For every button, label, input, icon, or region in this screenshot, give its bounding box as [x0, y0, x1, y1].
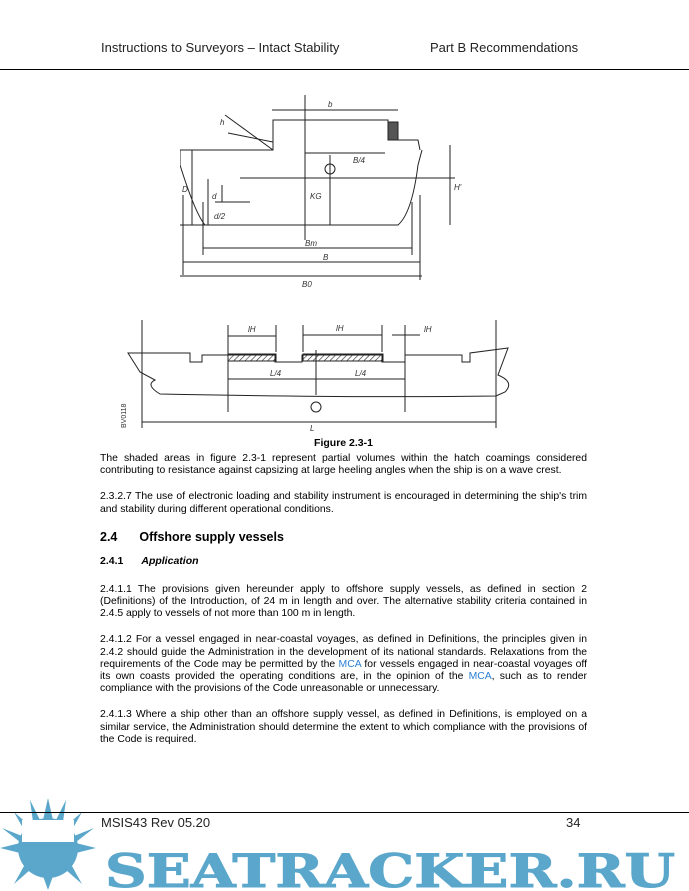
- label-lh-1: lH: [248, 325, 256, 334]
- watermark-logo: [0, 790, 689, 891]
- label-B0: B0: [302, 280, 312, 289]
- subsection-heading-2-4-1: 2.4.1 Application: [100, 554, 199, 567]
- label-l4-a: L/4: [270, 369, 282, 378]
- paragraph-shaded-areas: The shaded areas in figure 2.3-1 represent partial volumes within the hatch coamings considered contributing to resistance against capsizing at large heeling angles when the ship is on a wave crest.: [100, 453, 587, 477]
- mca-link[interactable]: MCA: [338, 658, 362, 670]
- footer-rule: [0, 812, 689, 813]
- label-h: h: [220, 118, 225, 127]
- label-l4-b: L/4: [355, 369, 367, 378]
- label-d: d: [212, 192, 217, 201]
- watermark-text: SEATRACKER.RU: [105, 844, 675, 891]
- figure-ref: BV0118: [121, 403, 128, 428]
- paragraph-2-4-1-3: 2.4.1.3 Where a ship other than an offshore supply vessel, as defined in Definitions, is employed on a similar service, the Administration should determine the extent to which compliance with the provisions of the Code is required.: [100, 709, 587, 745]
- section-heading-2-4: 2.4 Offshore supply vessels: [100, 529, 284, 544]
- label-lh-3: lH: [424, 325, 432, 334]
- label-d2: d/2: [214, 212, 226, 221]
- header-part: Part B Recommendations: [430, 40, 579, 55]
- label-D: D: [182, 185, 188, 194]
- ship-profile-diagram: [110, 320, 530, 432]
- header-title: Instructions to Surveyors – Intact Stability: [101, 40, 340, 55]
- label-KG: KG: [310, 192, 322, 201]
- mca-link[interactable]: MCA: [468, 671, 492, 683]
- label-lh-2: lH: [336, 324, 344, 333]
- label-Bm: Bm: [305, 239, 317, 248]
- figure-caption: Figure 2.3-1: [314, 437, 373, 449]
- page-number: 34: [566, 815, 581, 830]
- label-b4: B/4: [353, 156, 366, 165]
- label-H: H': [454, 183, 462, 192]
- paragraph-2-4-1-1: 2.4.1.1 The provisions given hereunder apply to offshore supply vessels, as defined in section 2 (Definitions) of the Introduction, of 24 m in length and over. The alternative stability criteria contained in 2.4.5 apply to vessels of not more than 100 m in length.: [100, 583, 587, 620]
- label-L: L: [310, 424, 315, 432]
- body-content: [100, 437, 587, 746]
- header-rule: [0, 69, 689, 70]
- midship-section-diagram: [180, 95, 480, 290]
- paragraph-2-3-2-7: 2.3.2.7 The use of electronic loading and stability instrument is encouraged in determining the ship's trim and stability during different operational conditions.: [100, 491, 587, 515]
- paragraph-2-4-1-2: 2.4.1.2 For a vessel engaged in near-coastal voyages, as defined in Definitions, the principles given in 2.4.2 should guide the Administration in the development of its national standards. Relaxations from the requirements of the Code may be permitted by the MCA for vessels engaged in near-coastal voyages off its own coasts provided the operating conditions are, in the opinion of the MCA, such as to render compliance with the provisions of the Code unreasonable or unnecessary.: [100, 634, 587, 695]
- label-B: B: [323, 253, 329, 262]
- label-b: b: [328, 100, 333, 109]
- footer-doc-id: MSIS43 Rev 05.20: [101, 815, 211, 830]
